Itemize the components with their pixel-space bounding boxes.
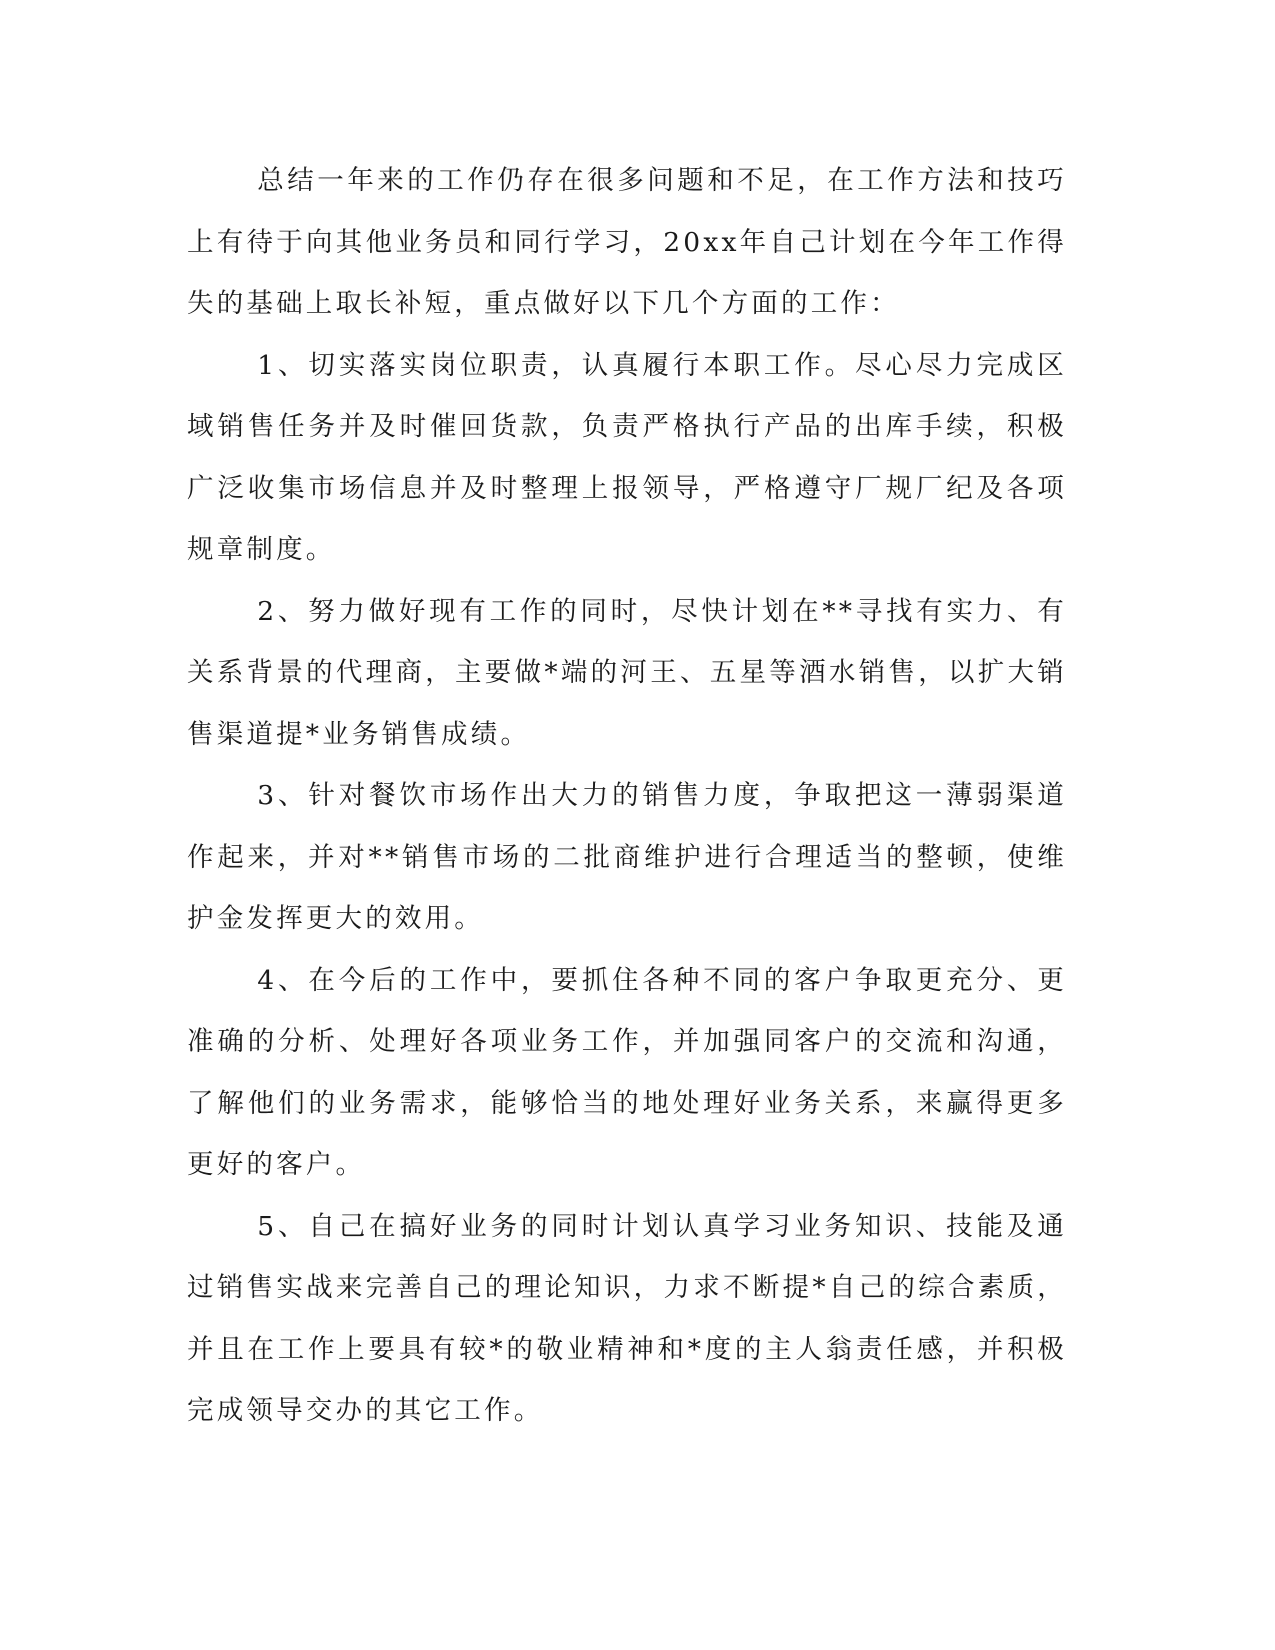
paragraph-intro: 总结一年来的工作仍存在很多问题和不足，在工作方法和技巧上有待于向其他业务员和同行学习，20xx年自己计划在今年工作得失的基础上取长补短，重点做好以下几个方面的工作： <box>187 165 1067 319</box>
paragraph-item-1: 1、切实落实岗位职责，认真履行本职工作。尽心尽力完成区域销售任务并及时催回货款，负责严格执行产品的出库手续，积极广泛收集市场信息并及时整理上报领导，严格遵守厂规厂纪及各项规章制度。 <box>187 349 1067 565</box>
document-body <box>187 150 1067 1442</box>
paragraph-item-2: 2、努力做好现有工作的同时，尽快计划在**寻找有实力、有关系背景的代理商，主要做*端的河王、五星等酒水销售，以扩大销售渠道提*业务销售成绩。 <box>187 595 1067 750</box>
paragraph-item-3: 3、针对餐饮市场作出大力的销售力度，争取把这一薄弱渠道作起来，并对**销售市场的二批商维护进行合理适当的整顿，使维护金发挥更大的效用。 <box>187 780 1067 934</box>
paragraph-item-5: 5、自己在搞好业务的同时计划认真学习业务知识、技能及通过销售实战来完善自己的理论知识，力求不断提*自己的综合素质，并且在工作上要具有较*的敬业精神和*度的主人翁责任感，并积极完成领导交办的其它工作。 <box>187 1210 1067 1426</box>
paragraph-item-4: 4、在今后的工作中，要抓住各种不同的客户争取更充分、更准确的分析、处理好各项业务工作，并加强同客户的交流和沟通，了解他们的业务需求，能够恰当的地处理好业务关系，来赢得更多更好的客户。 <box>187 964 1067 1180</box>
